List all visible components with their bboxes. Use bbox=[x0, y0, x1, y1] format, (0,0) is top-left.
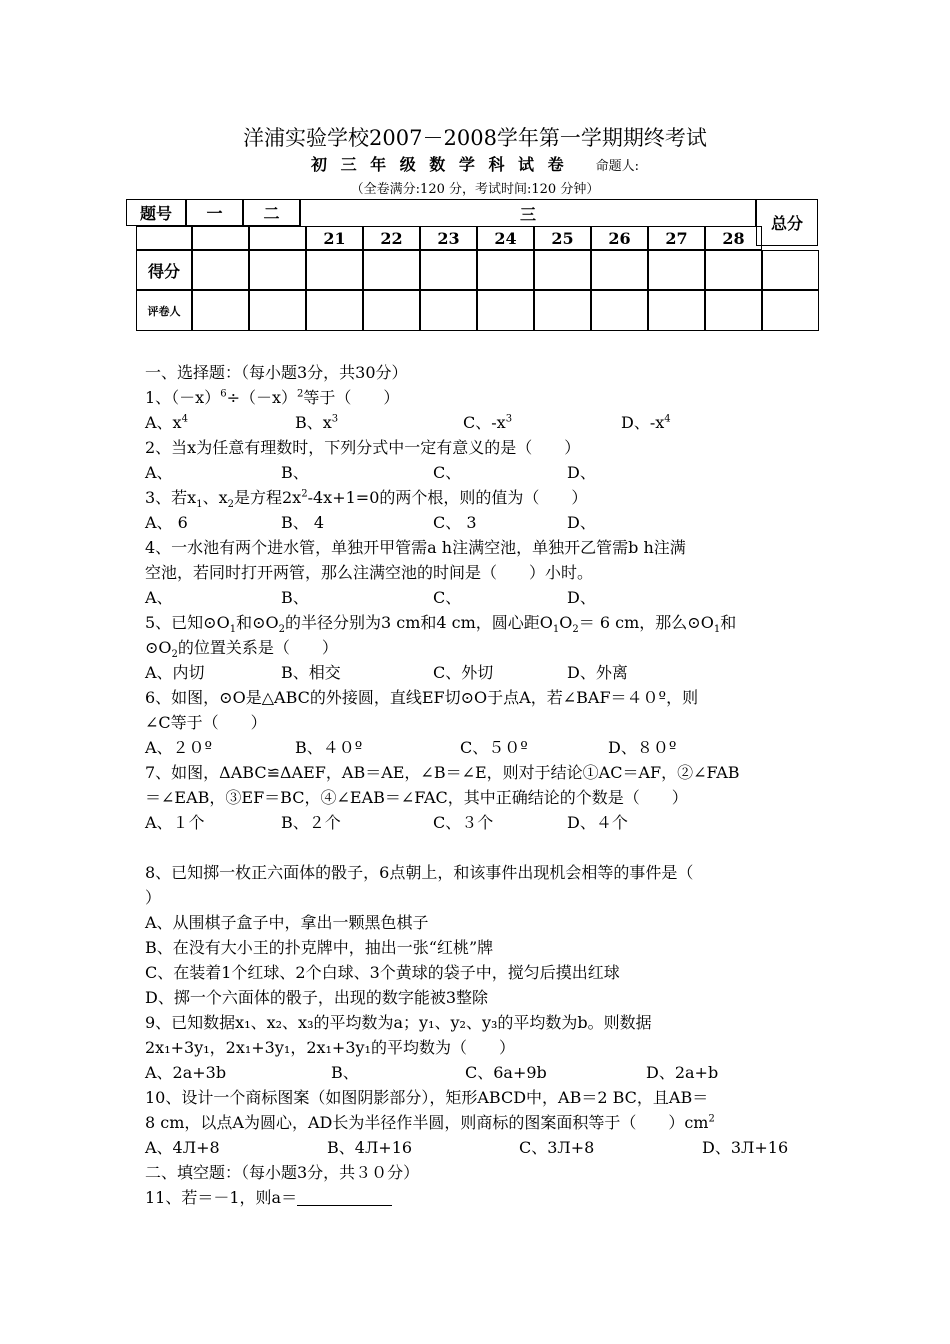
question-body bbox=[145, 360, 825, 1210]
score-input-cell[interactable] bbox=[192, 250, 249, 290]
question-6-options bbox=[145, 735, 825, 760]
option-c: C、５０º bbox=[460, 738, 528, 757]
question-2-stem: 2、当x为任意有理数时，下列分式中一定有意义的是（ ） bbox=[145, 438, 581, 457]
question-4-line-1: 4、一水池有两个进水管，单独开甲管需a h注满空池，单独开乙管需b h注满 bbox=[145, 538, 686, 557]
option-d: D、2a+b bbox=[646, 1063, 719, 1082]
q11-stem: 11、若＝－1，则a＝ bbox=[145, 1188, 298, 1207]
section-2-heading: 二、填空题：（每小题3分，共３０分） bbox=[145, 1163, 420, 1182]
spacer bbox=[145, 835, 825, 860]
option-c: C、在装着1个红球、2个白球、3个黄球的袋子中，搅匀后摸出红球 bbox=[145, 963, 620, 982]
question-1-stem bbox=[145, 385, 825, 410]
option-a: A、从围棋子盒子中，拿出一颗黑色棋子 bbox=[145, 913, 429, 932]
question-8-line-1: 8、已知掷一枚正六面体的骰子，6点朝上，和该事件出现机会相等的事件是（ bbox=[145, 863, 694, 882]
total-cell: 总分 bbox=[756, 199, 818, 246]
exam-info: （全卷满分:120 分，考试时间:120 分钟） bbox=[350, 182, 600, 197]
q3-subscript: 1 bbox=[196, 499, 203, 511]
q5-subscript: 1 bbox=[713, 624, 721, 636]
option-d bbox=[621, 410, 671, 435]
q3-part: -4x+1=0的两个根，则的值为（ ） bbox=[307, 488, 588, 507]
option-exponent: 3 bbox=[331, 413, 339, 425]
q5-part: O bbox=[559, 613, 573, 632]
subtitle-text: 初 三 年 级 数 学 科 试 卷 bbox=[311, 155, 568, 174]
score-input-cell[interactable] bbox=[705, 250, 762, 290]
q3-exponent: 2 bbox=[301, 488, 308, 500]
q5-part: ＝ 6 cm，那么⊙O bbox=[578, 613, 714, 632]
option-d-text: D、-x bbox=[621, 413, 665, 432]
question-4-line-2: 空池，若同时打开两管，那么注满空池的时间是（ ）小时。 bbox=[145, 563, 594, 582]
question-3-options bbox=[145, 510, 825, 535]
question-9-options bbox=[145, 1060, 825, 1085]
option-d: D、掷一个六面体的骰子，出现的数字能被3整除 bbox=[145, 988, 489, 1007]
option-d: D、４个 bbox=[567, 813, 628, 832]
question-1-options bbox=[145, 410, 825, 435]
grader-input-cell[interactable] bbox=[648, 290, 705, 331]
question-3-stem bbox=[145, 485, 825, 510]
option-c: C、 3 bbox=[433, 513, 477, 532]
grader-input-cell[interactable] bbox=[591, 290, 648, 331]
option-a: A、 bbox=[145, 588, 173, 607]
q5-part: ⊙O bbox=[145, 638, 172, 657]
q5-part: 5、已知⊙O bbox=[145, 613, 230, 632]
option-d: D、外离 bbox=[567, 663, 628, 682]
col-label-cell: 题号 bbox=[126, 199, 186, 226]
option-exponent: 4 bbox=[181, 413, 188, 425]
question-11 bbox=[145, 1185, 825, 1210]
section-1-cell: 一 bbox=[186, 199, 243, 226]
answer-blank[interactable] bbox=[297, 1189, 392, 1206]
grader-row-label: 评卷人 bbox=[136, 290, 192, 331]
q1-part: 等于（ ） bbox=[303, 388, 400, 407]
score-input-cell[interactable] bbox=[648, 250, 705, 290]
option-b: B、相交 bbox=[281, 663, 341, 682]
score-input-cell[interactable] bbox=[363, 250, 420, 290]
question-6-line-2: ∠C等于（ ） bbox=[145, 713, 267, 732]
grader-input-cell[interactable] bbox=[192, 290, 249, 331]
option-exponent: 4 bbox=[664, 413, 671, 425]
blank-cell bbox=[192, 226, 249, 250]
option-b: B、 bbox=[331, 1063, 359, 1082]
exam-subtitle bbox=[0, 152, 950, 175]
score-input-cell[interactable] bbox=[249, 250, 306, 290]
question-9-line-2: 2x₁+3y₁，2x₁+3y₁，2x₁+3y₁的平均数为（ ） bbox=[145, 1038, 515, 1057]
option-b: B、２个 bbox=[281, 813, 341, 832]
score-input-cell[interactable] bbox=[534, 250, 591, 290]
question-5-line-1 bbox=[145, 610, 825, 635]
option-c: C、6a+9b bbox=[465, 1063, 547, 1082]
question-10-options bbox=[145, 1135, 825, 1160]
grader-input-cell[interactable] bbox=[534, 290, 591, 331]
option-b-text: B、x bbox=[295, 413, 332, 432]
q10-exponent: 2 bbox=[708, 1113, 715, 1125]
grader-input-cell[interactable] bbox=[249, 290, 306, 331]
section-1-heading: 一、选择题：（每小题3分，共30分） bbox=[145, 363, 408, 382]
option-b: B、 bbox=[281, 588, 309, 607]
option-c-text: C、-x bbox=[463, 413, 506, 432]
score-input-cell[interactable] bbox=[420, 250, 477, 290]
q5-part: 的位置关系是（ ） bbox=[177, 638, 338, 657]
question-27-cell: 27 bbox=[648, 226, 705, 250]
score-input-cell[interactable] bbox=[477, 250, 534, 290]
option-b: B、 bbox=[281, 463, 309, 482]
question-10-line-1: 10、设计一个商标图案（如图阴影部分），矩形ABCD中，AB＝2 BC，且AB＝ bbox=[145, 1088, 709, 1107]
grader-input-cell[interactable] bbox=[363, 290, 420, 331]
score-input-cell[interactable] bbox=[306, 250, 363, 290]
setter-label: 命题人: bbox=[595, 159, 639, 174]
option-b bbox=[295, 410, 463, 435]
q1-part: 1、（－x） bbox=[145, 388, 221, 407]
question-23-cell: 23 bbox=[420, 226, 477, 250]
option-b: B、 4 bbox=[281, 513, 325, 532]
q5-part: 和 bbox=[720, 613, 737, 632]
option-a bbox=[145, 410, 295, 435]
option-d: D、 bbox=[567, 588, 596, 607]
total-score-cell[interactable] bbox=[762, 250, 819, 290]
q1-part: ÷（－x） bbox=[226, 388, 298, 407]
option-d: D、3Л+16 bbox=[702, 1138, 789, 1157]
question-21-cell: 21 bbox=[306, 226, 363, 250]
score-input-cell[interactable] bbox=[591, 250, 648, 290]
blank-cell bbox=[136, 226, 192, 250]
question-4-options bbox=[145, 585, 825, 610]
section-2-cell: 二 bbox=[243, 199, 300, 226]
q5-part: 和⊙O bbox=[236, 613, 279, 632]
option-b: B、４０º bbox=[295, 738, 363, 757]
option-a: A、内切 bbox=[145, 663, 205, 682]
score-row-label: 得分 bbox=[136, 250, 192, 290]
q5-subscript: 2 bbox=[278, 624, 285, 636]
option-c: C、 bbox=[433, 463, 462, 482]
option-c: C、３个 bbox=[433, 813, 494, 832]
grader-input-cell[interactable] bbox=[762, 290, 819, 331]
question-28-cell: 28 bbox=[705, 226, 762, 250]
question-7-line-1: 7、如图，ΔABC≌ΔAEF，AB＝AE，∠B＝∠E，则对于结论①AC＝AF，②∠FAB bbox=[145, 763, 740, 782]
option-c: C、外切 bbox=[433, 663, 494, 682]
q5-subscript: 2 bbox=[171, 649, 178, 661]
option-b: B、4Л+16 bbox=[327, 1138, 413, 1157]
option-c: C、3Л+8 bbox=[519, 1138, 595, 1157]
option-a: A、１个 bbox=[145, 813, 205, 832]
question-5-options bbox=[145, 660, 825, 685]
option-a: A、2a+3b bbox=[145, 1063, 227, 1082]
option-a: A、 bbox=[145, 463, 173, 482]
question-7-options bbox=[145, 810, 825, 835]
question-8-line-2: ） bbox=[145, 888, 162, 907]
option-c bbox=[463, 410, 621, 435]
section-3-cell: 三 bbox=[300, 199, 756, 226]
question-24-cell: 24 bbox=[477, 226, 534, 250]
q5-subscript: 1 bbox=[229, 624, 237, 636]
q3-subscript: 2 bbox=[227, 499, 234, 511]
question-10-line-2 bbox=[145, 1110, 825, 1135]
question-6-line-1: 6、如图，⊙O是△ABC的外接圆，直线EF切⊙O于点A，若∠BAF＝４０º，则 bbox=[145, 688, 699, 707]
option-a-text: A、x bbox=[145, 413, 182, 432]
question-5-line-2 bbox=[145, 635, 825, 660]
question-26-cell: 26 bbox=[591, 226, 648, 250]
question-7-line-2: ＝∠EAB，③EF＝BC，④∠EAB＝∠FAC，其中正确结论的个数是（ ） bbox=[145, 788, 688, 807]
question-2-options bbox=[145, 460, 825, 485]
option-d: D、 bbox=[567, 463, 596, 482]
grader-input-cell[interactable] bbox=[705, 290, 762, 331]
option-c: C、 bbox=[433, 588, 462, 607]
option-b: B、在没有大小王的扑克牌中，抽出一张“红桃”牌 bbox=[145, 938, 494, 957]
option-a: A、 6 bbox=[145, 513, 188, 532]
q3-part: 、x bbox=[202, 488, 228, 507]
option-exponent: 3 bbox=[505, 413, 513, 425]
grader-input-cell[interactable] bbox=[477, 290, 534, 331]
exam-title: 洋浦实验学校2007－2008学年第一学期期终考试 bbox=[243, 126, 707, 150]
option-a: A、２０º bbox=[145, 738, 213, 757]
q5-part: 的半径分别为3 cm和4 cm，圆心距O bbox=[285, 613, 553, 632]
q5-subscript: 2 bbox=[572, 624, 579, 636]
q5-subscript: 1 bbox=[552, 624, 560, 636]
question-25-cell: 25 bbox=[534, 226, 591, 250]
q1-exponent: 6 bbox=[220, 388, 227, 400]
blank-cell bbox=[249, 226, 306, 250]
option-d: D、 bbox=[567, 513, 596, 532]
grader-input-cell[interactable] bbox=[306, 290, 363, 331]
option-d: D、８０º bbox=[608, 738, 677, 757]
question-22-cell: 22 bbox=[363, 226, 420, 250]
q10-part: 8 cm，以点A为圆心，AD长为半径作半圆，则商标的图案面积等于（ ）cm bbox=[145, 1113, 709, 1132]
q3-part: 3、若x bbox=[145, 488, 197, 507]
option-a: A、4Л+8 bbox=[145, 1138, 220, 1157]
question-9-line-1: 9、已知数据x₁、x₂、x₃的平均数为a；y₁、y₂、y₃的平均数为b。则数据 bbox=[145, 1013, 652, 1032]
q3-part: 是方程2x bbox=[234, 488, 302, 507]
q1-exponent: 2 bbox=[297, 388, 304, 400]
grader-input-cell[interactable] bbox=[420, 290, 477, 331]
